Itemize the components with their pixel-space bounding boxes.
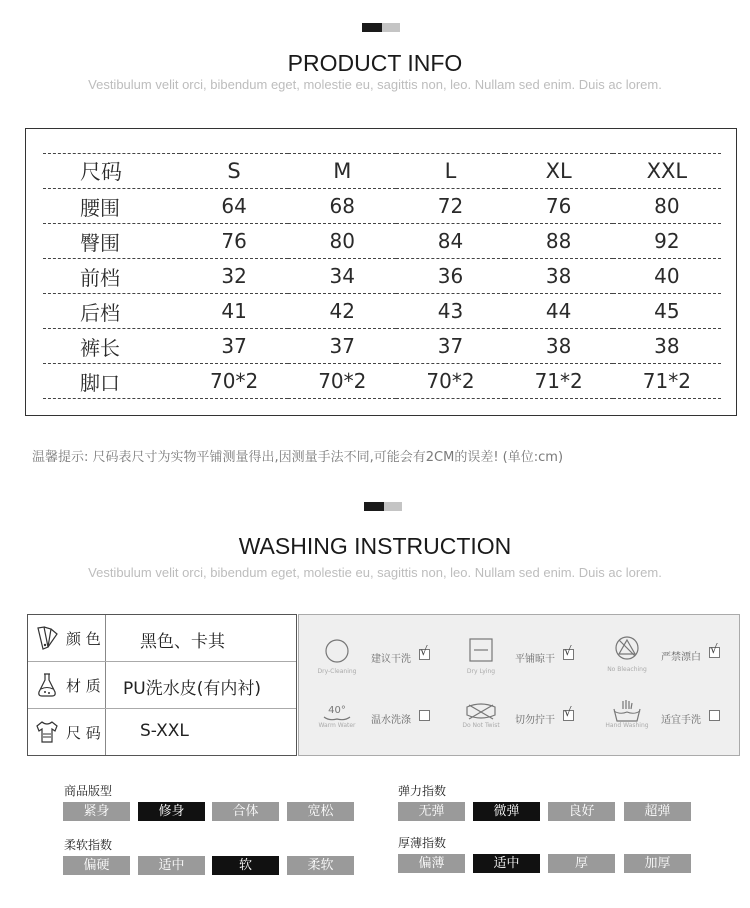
care-text: 严禁漂白 <box>661 652 701 663</box>
attribute-value: PU洗水皮(有内衬) <box>123 679 261 699</box>
size-table-header <box>43 154 721 189</box>
scale-title: 弹力指数 <box>398 784 447 798</box>
table-cell: 37 <box>396 329 504 364</box>
scale-option: 厚 <box>548 854 615 873</box>
table-cell: 76 <box>505 189 613 224</box>
care-item <box>605 697 741 737</box>
care-text: 适宜手洗 <box>661 715 701 726</box>
scale-title: 厚薄指数 <box>398 836 447 850</box>
care-checkbox[interactable]: √ <box>563 649 574 660</box>
scale-option: 紧身 <box>63 802 130 821</box>
shirt-size-icon <box>34 719 60 745</box>
scale-title: 商品版型 <box>64 784 113 798</box>
scale-option: 适中 <box>473 854 540 873</box>
header-cell: XXL <box>613 154 721 189</box>
table-row <box>43 189 721 224</box>
care-caption: Hand Washing <box>605 722 649 729</box>
table-cell: 42 <box>288 294 396 329</box>
size-tip: 温馨提示: 尺码表尺寸为实物平铺测量得出,因测量手法不同,可能会有2CM的误差! (单位:cm) <box>32 450 564 465</box>
svg-text:40°: 40° <box>328 705 346 716</box>
no-wring-icon <box>459 697 503 737</box>
table-cell: 68 <box>288 189 396 224</box>
care-checkbox[interactable] <box>419 710 430 721</box>
header-cell: XL <box>505 154 613 189</box>
row-label: 后档 <box>43 294 180 329</box>
scale-option: 良好 <box>548 802 615 821</box>
table-cell: 38 <box>505 259 613 294</box>
color-swatch-icon <box>34 625 60 651</box>
care-instructions <box>298 614 740 756</box>
table-cell: 70*2 <box>288 364 396 399</box>
row-label: 腰围 <box>43 189 180 224</box>
table-cell: 72 <box>396 189 504 224</box>
scale-option: 软 <box>212 856 279 875</box>
table-cell: 84 <box>396 224 504 259</box>
care-item <box>459 635 599 675</box>
care-caption: Do Not Twist <box>462 722 500 729</box>
table-row <box>43 329 721 364</box>
product-info-subtitle: Vestibulum velit orci, bibendum eget, molestie eu, sagittis non, leo. Nullam sed enim. Duis ac lorem. <box>88 77 662 92</box>
table-cell: 34 <box>288 259 396 294</box>
care-item <box>459 697 599 737</box>
material-bottle-icon <box>34 672 60 698</box>
care-text: 切勿拧干 <box>515 715 555 726</box>
table-row <box>43 294 721 329</box>
care-caption: Dry Lying <box>466 668 496 675</box>
table-cell: 80 <box>613 189 721 224</box>
table-cell: 41 <box>180 294 288 329</box>
care-item <box>315 635 455 675</box>
header-cell: 尺码 <box>43 154 180 189</box>
attribute-value: 黑色、卡其 <box>140 632 225 652</box>
table-cell: 37 <box>180 329 288 364</box>
table-cell: 92 <box>613 224 721 259</box>
attribute-label: 尺 码 <box>66 724 101 742</box>
table-row <box>43 224 721 259</box>
table-cell: 36 <box>396 259 504 294</box>
scale-option: 柔软 <box>287 856 354 875</box>
care-caption: No Bleaching <box>607 666 647 673</box>
care-checkbox[interactable]: √ <box>563 710 574 721</box>
table-cell: 64 <box>180 189 288 224</box>
table-cell: 38 <box>505 329 613 364</box>
row-label: 脚口 <box>43 364 180 399</box>
section-marker <box>362 23 400 32</box>
table-cell: 37 <box>288 329 396 364</box>
washing-subtitle: Vestibulum velit orci, bibendum eget, molestie eu, sagittis non, leo. Nullam sed enim. Duis ac lorem. <box>88 565 662 580</box>
care-text: 温水洗涤 <box>371 715 411 726</box>
care-item <box>605 633 741 673</box>
care-text: 建议干洗 <box>371 654 411 665</box>
table-cell: 71*2 <box>613 364 721 399</box>
attribute-label: 颜 色 <box>66 630 101 648</box>
scale-option: 偏硬 <box>63 856 130 875</box>
product-attributes <box>27 614 297 756</box>
scale-option: 加厚 <box>624 854 691 873</box>
scale-option: 适中 <box>138 856 205 875</box>
table-row <box>43 259 721 294</box>
care-text: 平铺晾干 <box>515 654 555 665</box>
warm-wash-icon <box>315 697 359 737</box>
attribute-row-material <box>28 661 296 709</box>
row-label: 臀围 <box>43 224 180 259</box>
table-cell: 70*2 <box>396 364 504 399</box>
table-row <box>43 364 721 399</box>
scale-option: 超弹 <box>624 802 691 821</box>
header-cell: S <box>180 154 288 189</box>
table-cell: 40 <box>613 259 721 294</box>
row-label: 裤长 <box>43 329 180 364</box>
table-cell: 32 <box>180 259 288 294</box>
header-cell: M <box>288 154 396 189</box>
care-item <box>315 697 455 737</box>
scale-option: 合体 <box>212 802 279 821</box>
table-cell: 76 <box>180 224 288 259</box>
table-cell: 80 <box>288 224 396 259</box>
washing-title: WASHING INSTRUCTION <box>238 533 512 559</box>
hand-wash-icon <box>605 697 649 737</box>
table-cell: 71*2 <box>505 364 613 399</box>
scale-option: 修身 <box>138 802 205 821</box>
size-table <box>43 153 721 399</box>
table-cell: 45 <box>613 294 721 329</box>
care-checkbox[interactable]: √ <box>419 649 430 660</box>
care-checkbox[interactable]: √ <box>709 647 720 658</box>
table-cell: 44 <box>505 294 613 329</box>
scale-option: 偏薄 <box>398 854 465 873</box>
table-cell: 43 <box>396 294 504 329</box>
section-marker <box>364 502 402 511</box>
care-caption: Dry-Cleaning <box>317 668 357 675</box>
header-cell: L <box>396 154 504 189</box>
scale-title: 柔软指数 <box>64 838 113 852</box>
care-caption: Warm Water <box>318 722 356 729</box>
scale-option: 无弹 <box>398 802 465 821</box>
care-checkbox[interactable] <box>709 710 720 721</box>
table-cell: 70*2 <box>180 364 288 399</box>
attribute-label: 材 质 <box>66 677 101 695</box>
table-cell: 88 <box>505 224 613 259</box>
product-info-title: PRODUCT INFO <box>287 50 463 76</box>
scale-option: 宽松 <box>287 802 354 821</box>
table-cell: 38 <box>613 329 721 364</box>
attribute-value: S-XXL <box>140 721 189 741</box>
attribute-row-size <box>28 709 296 755</box>
scale-option: 微弹 <box>473 802 540 821</box>
attribute-row-color <box>28 615 296 661</box>
row-label: 前档 <box>43 259 180 294</box>
